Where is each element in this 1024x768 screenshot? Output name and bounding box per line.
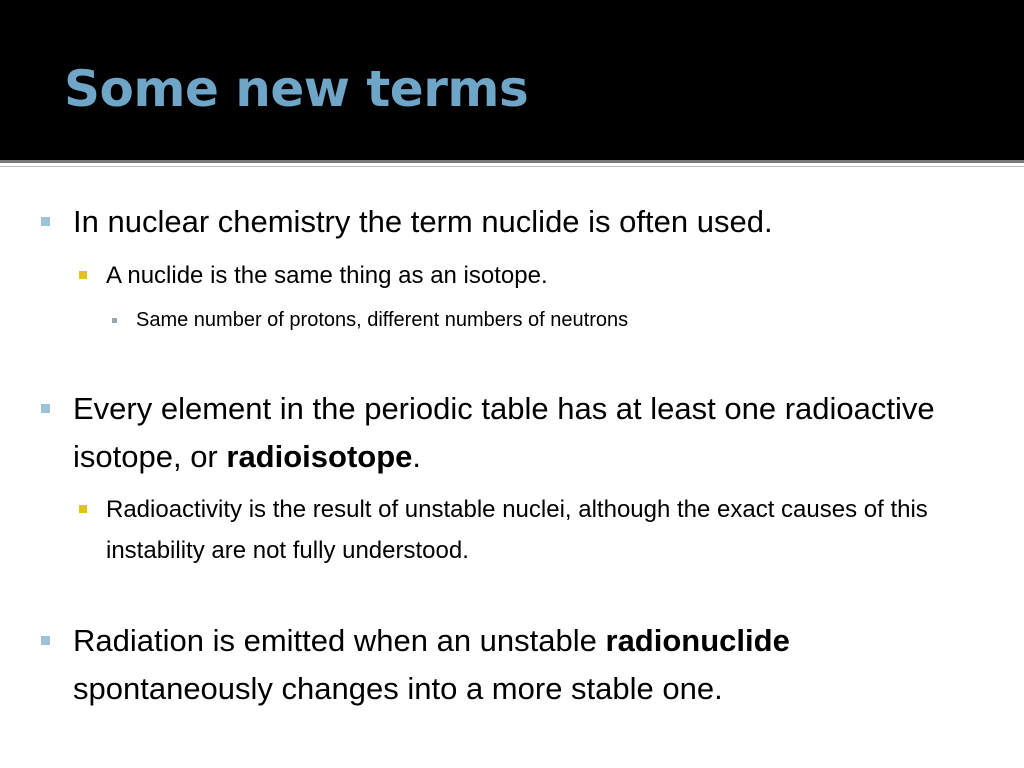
sub-sub-bullet-protons — [136, 305, 996, 335]
bullet-text-after: . — [412, 439, 422, 474]
bullet-text: In nuclear chemistry the term nuclide is often used. — [73, 204, 773, 239]
bullet-square-icon — [79, 505, 87, 513]
bullet-text: A nuclide is the same thing as an isotope. — [106, 262, 548, 289]
bullet-nuclide — [73, 198, 1003, 246]
bullet-square-icon — [41, 404, 50, 413]
bullet-text-after: spontaneously changes into a more stable one. — [73, 671, 723, 706]
bullet-square-icon — [112, 318, 117, 323]
bullet-square-icon — [79, 271, 87, 279]
sub-bullet-isotope — [106, 255, 996, 296]
bullet-radionuclide — [73, 617, 953, 713]
bullet-square-icon — [41, 217, 50, 226]
title-divider-thin — [0, 166, 1024, 167]
bullet-text-before: Every element in the periodic table has at least one radioactive isotope, or — [73, 391, 935, 474]
sub-bullet-radioactivity — [106, 489, 1006, 571]
bullet-term-radionuclide: radionuclide — [605, 623, 790, 658]
bullet-text: Radioactivity is the result of unstable nuclei, although the exact causes of this instability are not fully understood. — [106, 496, 928, 564]
slide-title: Some new terms — [64, 60, 529, 118]
title-divider — [0, 160, 1024, 163]
bullet-text-before: Radiation is emitted when an unstable — [73, 623, 606, 658]
bullet-radioisotope — [73, 385, 973, 481]
bullet-square-icon — [41, 636, 50, 645]
bullet-term-radioisotope: radioisotope — [226, 439, 413, 474]
bullet-text: Same number of protons, different numbers of neutrons — [136, 309, 629, 331]
title-band — [0, 0, 1024, 160]
